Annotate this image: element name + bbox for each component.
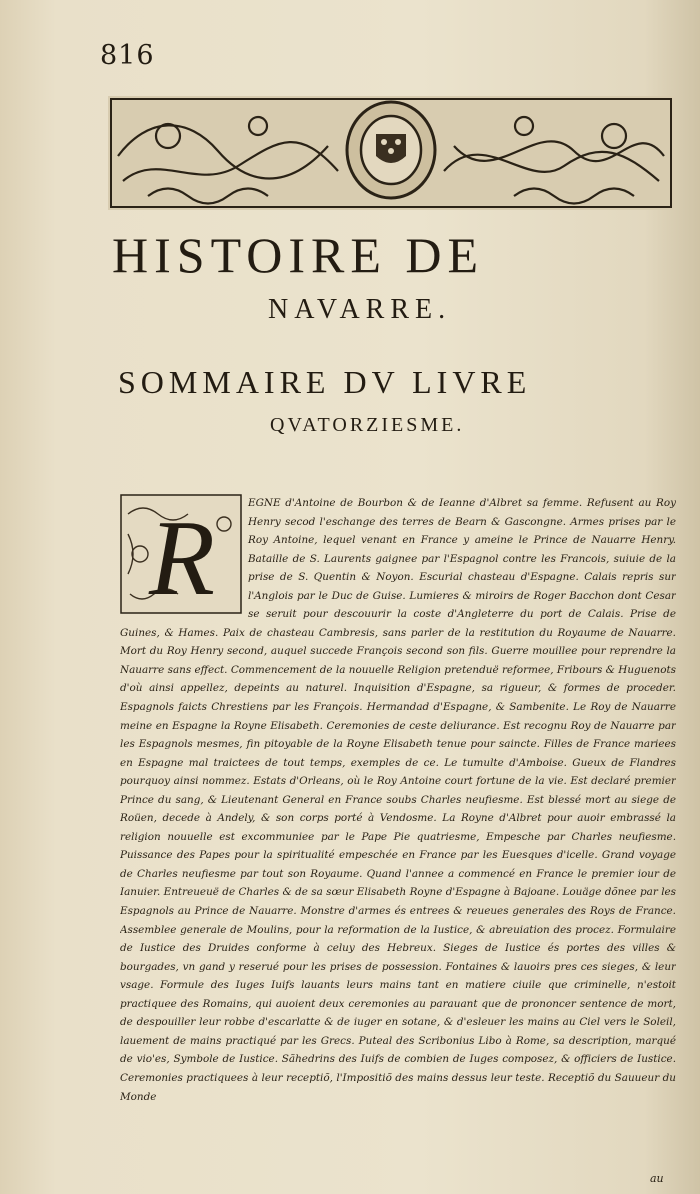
summary-heading: SOMMAIRE DV LIVRE (118, 364, 532, 400)
summary-subheading: QVATORZIESME. (270, 414, 465, 436)
summary-body (120, 494, 676, 1174)
dropcap-letter: R (149, 499, 215, 616)
summary-text: EGNE d'Antoine de Bourbon & de Ieanne d'Albret sa femme. Refusent au Roy Henry secod l'eschange des terres de Bearn & Gascongne. Armes prises par le Roy Antoine, lequel venant en France y ameine le Prince de Nauarre Henry. Bataille de S. Laurents gaignee par l'Espagnol contre les Francois, suiuie de la prise de S. Quentin & Noyon. Escurial chasteau d'Espagne. Calais repris sur l'Anglois par le Duc de Guise. Lumieres & miroirs de Roger Bacchon dont Cesar se seruit pour descouurir la coste d'Angleterre du port de Calais. Prise de Guines, & Hames. Paix de chasteau Cambresis, sans parler de la restitution du Royaume de Nauarre. Mort du Roy Henry second, auquel succede François second son fils. Guerre mouillee pour reprendre la Nauarre sans effect. Commencement de la nouuelle Religion pretenduë reformee, Fribours & Huguenots d'où ainsi appellez, depeints au naturel. Inquisition d'Espagne, sa rigueur, & formes de proceder. Espagnols faicts Chrestiens par les François. Hermandad d'Espagne, & Sambenite. Le Roy de Nauarre meine en Espagne la Royne Elisabeth. Ceremonies de ceste deliurance. Est recognu Roy de Nauarre par les Espagnols mesmes, fin pitoyable de la Royne Elisabeth tenue pour saincte. Filles de France mariees en Espagne mal traictees de tout temps, exemples de ce. Le tumulte d'Amboise. Gueux de Flandres pourquoy ainsi nommez. Estats d'Orleans, où le Roy Antoine court fortune de la vie. Est declaré premier Prince du sang, & Lieutenant General en France soubs Charles neufiesme. Est blessé mort au siege de Roüen, decede à Andely, & son corps porté à Vendosme. La Royne d'Albret pour auoir embrassé la religion nouuelle est excommuniee par le Pape Pie quatriesme, Empesche par Charles neufiesme. Puissance des Papes pour la spiritualité empeschée en France par les Euesques d'icelle. Grand voyage de Charles neufiesme par tout son Royaume. Quand l'annee a commencé en France le premier iour de Ianuier. Entreueuë de Charles & de sa sœur Elisabeth Royne d'Espagne à Bajoane. Louäge dõnee par les Espagnols au Prince de Nauarre. Monstre d'armes és entrees & reueues generales des Roys de France. Assemblee generale de Moulins, pour la reformation de la Iustice, & abreuiation des procez. Formulaire de Iustice des Druides conforme à celuy des Hebreux. Sieges de Iustice és portes des villes & bourgades, vn gand y reserué pour les prises de possession. Fontaines & lauoirs pres ces sieges, & leur vsage. Formule des Iuges Iuifs lauants leurs mains tant en matiere ciuile que criminelle, n'estoit practiquee des Romains, qui auoient deux ceremonies au parauant que de prononcer sentence de mort, de despouiller leur robbe d'escarlatte & de iuger en sotane, & d'esleuer les mains au Ciel vers le Soleil, lauement de mains practiqué par les Grecs. Puteal des Scribonius Libo à Rome, sa description, marqué de vio'es, Symbole de Iustice. Sãhedrins des Iuifs de combien de Iuges composez, & officiers de Iustice. Ceremonies practiquees à leur receptiõ, l'Impositiõ des mains dessus leur teste. Receptiõ du Sauueur du Monde (120, 497, 676, 1103)
decorative-headpiece-icon (108, 96, 674, 210)
ornamental-initial-icon (120, 494, 244, 616)
page-subtitle: NAVARRE. (268, 294, 452, 325)
page-title: HISTOIRE DE (112, 227, 485, 283)
catchword: au (650, 1172, 664, 1185)
page-number: 816 (100, 40, 155, 71)
